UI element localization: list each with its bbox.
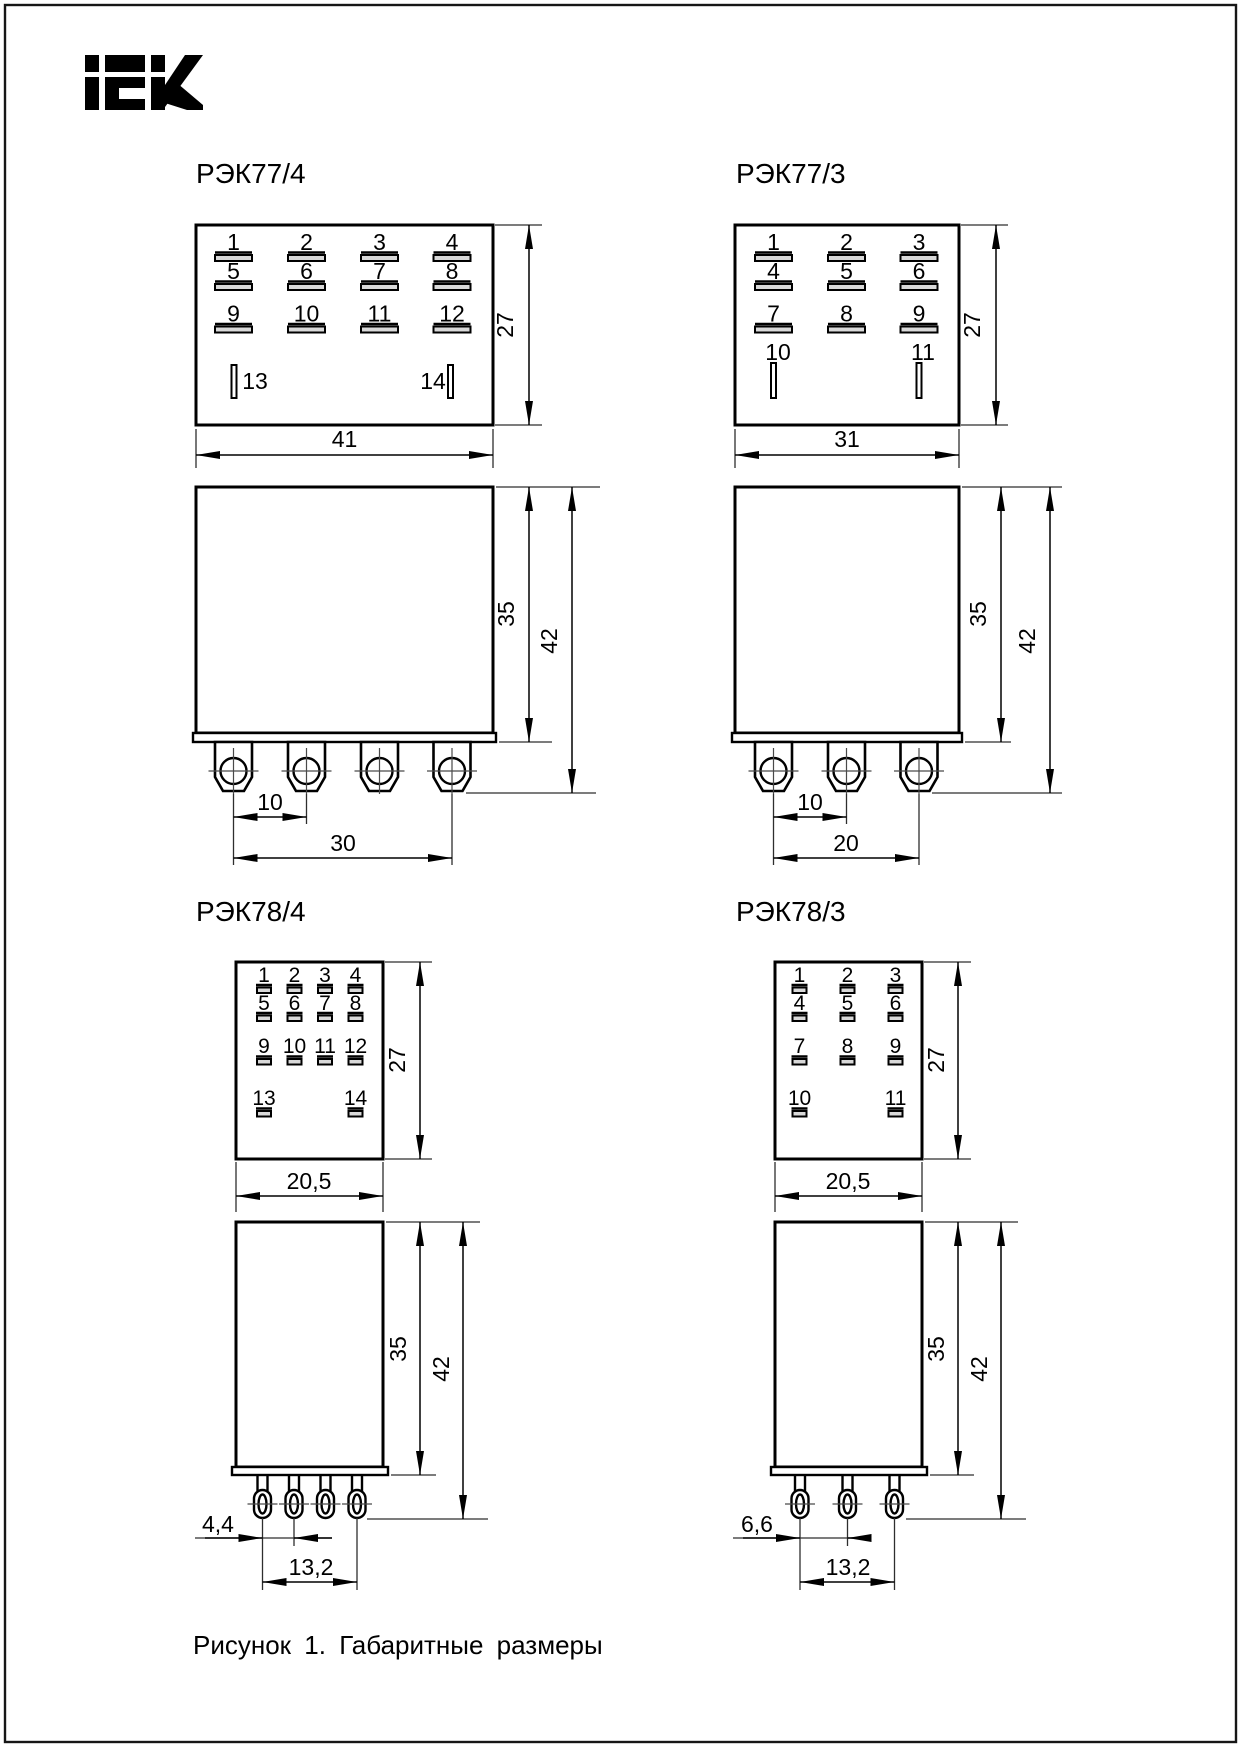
dim-label-width: 20,5: [286, 1168, 332, 1194]
side-view: [771, 1222, 927, 1518]
pin-number: 7: [793, 1035, 806, 1058]
pin-number: 6: [288, 992, 301, 1015]
side-view: [732, 487, 962, 794]
base-flange: [771, 1467, 927, 1475]
pin-number: 13: [242, 368, 268, 394]
pin-number: 4: [793, 992, 806, 1015]
relay-body: [196, 487, 493, 733]
pin-number: 2: [288, 964, 301, 987]
side-view: [193, 487, 496, 794]
logo-k-stem-bottom: [151, 77, 165, 110]
pin-number: 6: [889, 992, 902, 1015]
diagram-title: РЭК78/3: [736, 896, 846, 927]
dim-label-depth: 27: [384, 1047, 410, 1073]
dim-label-total-height: 42: [536, 628, 562, 654]
relay-body: [236, 1222, 383, 1467]
pin-number: 4: [767, 258, 780, 284]
dim-label-width: 41: [331, 426, 358, 452]
dim-label-total-height: 42: [1014, 628, 1040, 654]
dim-label-total-height: 42: [966, 1356, 992, 1382]
pin-number: 2: [841, 964, 854, 987]
dim-label-body-height: 35: [965, 601, 991, 627]
dim-label-width: 20,5: [825, 1168, 871, 1194]
pin-number: 13: [252, 1087, 276, 1110]
pin-number: 5: [840, 258, 853, 284]
pin-number: 8: [840, 300, 853, 327]
pin-number: 5: [227, 258, 240, 284]
pin-number: 14: [420, 368, 446, 394]
top-view: [236, 962, 383, 1159]
pin-number: 7: [767, 300, 780, 327]
top-view: [775, 962, 922, 1159]
pin-number: 10: [293, 300, 320, 327]
pin-number: 5: [258, 992, 270, 1015]
diagram-rek77-4: [193, 158, 600, 865]
top-view: [196, 225, 493, 425]
dim-label-pin-pitch: 6,6: [741, 1511, 773, 1537]
dim-label-pin-span: 13,2: [288, 1554, 334, 1580]
pin-number: 3: [319, 964, 331, 987]
pin-number: 3: [373, 229, 386, 255]
pin-tabs: [215, 742, 471, 791]
diagram-rek78-3: [733, 896, 1026, 1590]
pin-number: 12: [439, 300, 465, 327]
pin-number: 1: [258, 964, 270, 987]
dim-label-width: 31: [834, 426, 860, 452]
dim-label-pin-span: 30: [330, 830, 356, 856]
dim-label-body-height: 35: [493, 601, 519, 627]
iek-logo: [85, 55, 203, 110]
side-view: [232, 1222, 388, 1518]
pin-number: 8: [841, 1035, 854, 1058]
dim-label-depth: 27: [492, 312, 518, 338]
pin-number: 1: [793, 964, 806, 987]
pin-number: 10: [787, 1087, 812, 1110]
base-flange: [732, 733, 962, 742]
dim-label-pin-span: 13,2: [825, 1554, 871, 1580]
page-border: [5, 5, 1236, 1742]
pin-number: 11: [884, 1087, 907, 1110]
pin-number: 9: [227, 300, 240, 327]
diagram-title: РЭК77/4: [196, 158, 306, 189]
relay-body: [775, 1222, 922, 1467]
pin-number: 9: [912, 300, 926, 327]
figure-caption: Рисунок 1. Габаритные размеры: [193, 1630, 603, 1660]
pin-number: 2: [300, 229, 313, 255]
pin-number: 11: [314, 1035, 336, 1058]
relay-body: [735, 487, 959, 733]
pin-number: 4: [349, 964, 362, 987]
pin-number: 3: [889, 964, 902, 987]
pin-number: 1: [227, 229, 240, 255]
pin-number: 2: [840, 229, 853, 255]
base-flange: [193, 733, 496, 742]
logo-e-top: [105, 55, 145, 72]
logo-i-body: [85, 77, 99, 110]
pin-stems: [258, 1475, 363, 1491]
pin-number: 11: [367, 300, 392, 327]
dim-label-pin-pitch: 10: [257, 789, 283, 815]
top-view: [735, 225, 959, 425]
pin-number: 10: [282, 1035, 307, 1058]
pin-number: 5: [841, 992, 854, 1015]
diagram-rek77-3: [732, 158, 1062, 865]
pin-number: 8: [445, 258, 459, 284]
pin-number: 6: [912, 258, 926, 284]
pin-number: 3: [912, 229, 926, 255]
pin-number: 9: [258, 1035, 270, 1058]
dim-label-body-height: 35: [923, 1336, 949, 1362]
logo-e-mid: [119, 77, 145, 88]
pin-number: 12: [343, 1035, 368, 1058]
logo-e-stem: [105, 77, 119, 110]
pin-number: 7: [319, 992, 331, 1015]
logo-k-lower-leg: [165, 83, 203, 110]
dim-label-pin-pitch: 4,4: [202, 1511, 234, 1537]
logo-i-dot: [85, 55, 99, 72]
base-flange: [232, 1467, 388, 1475]
dim-label-pin-span: 20: [833, 830, 859, 856]
dim-label-body-height: 35: [385, 1336, 411, 1362]
dim-label-total-height: 42: [428, 1356, 454, 1382]
pin-number: 8: [349, 992, 362, 1015]
pin-number: 9: [889, 1035, 902, 1058]
diagram-rek78-4: [195, 896, 488, 1590]
pin-number: 4: [445, 229, 459, 255]
pin-stems: [795, 1475, 900, 1491]
pin-number: 11: [911, 339, 935, 365]
dim-label-depth: 27: [923, 1047, 949, 1073]
pin-number: 7: [373, 258, 386, 284]
logo-k-stem-top: [151, 55, 165, 72]
pin-number: 10: [765, 339, 791, 365]
diagram-title: РЭК77/3: [736, 158, 846, 189]
dim-label-pin-pitch: 10: [797, 789, 823, 815]
diagram-title: РЭК78/4: [196, 896, 306, 927]
pin-number: 1: [767, 229, 780, 255]
pin-number: 6: [300, 258, 313, 284]
logo-e-bottom: [119, 99, 145, 110]
pin-number: 14: [343, 1087, 368, 1110]
dim-label-depth: 27: [959, 312, 985, 338]
